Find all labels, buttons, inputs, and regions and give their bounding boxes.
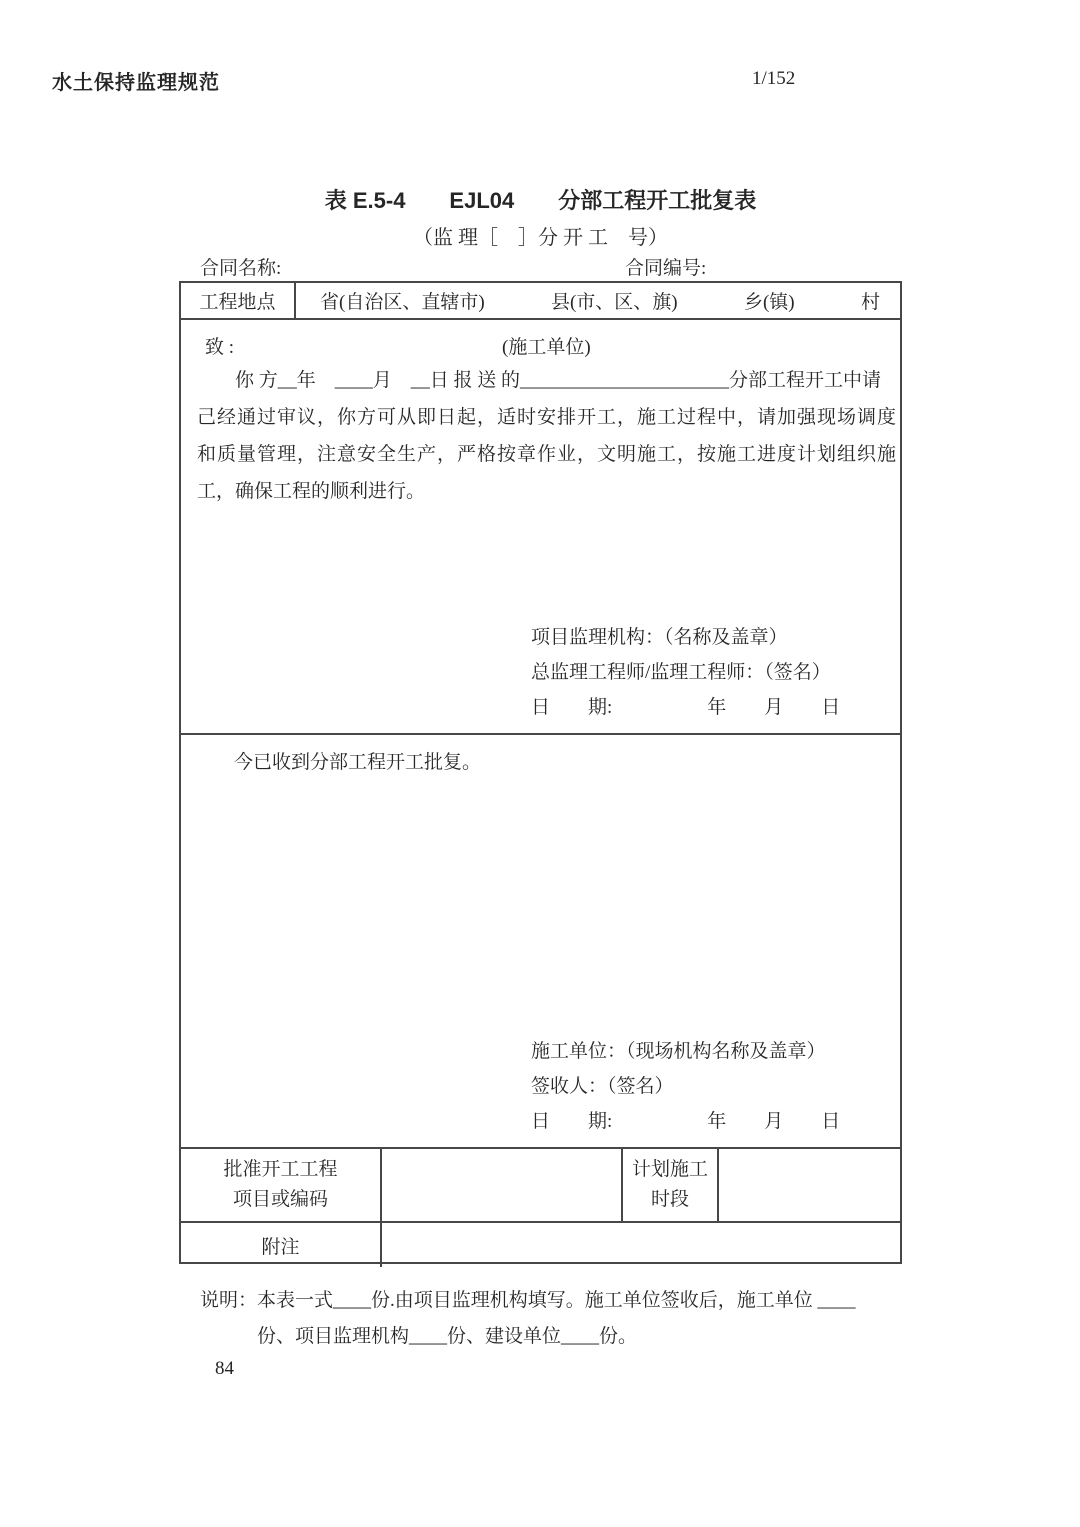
page-indicator: 1/152 xyxy=(752,68,796,89)
approved-project-label-line2: 项目或编码 xyxy=(232,1189,328,1210)
location-label-cell xyxy=(181,283,296,318)
receipt-statement: 今已收到分部工程开工批复。 xyxy=(234,752,482,773)
planned-period-value-cell xyxy=(719,1149,900,1221)
remark-row xyxy=(181,1223,900,1267)
supervision-org-line: 项目监理机构：（名称及盖章） xyxy=(531,627,788,648)
approval-body-line: 己经通过审议，你方可从即日起，适时安排开工，施工过程中，请加强现场调度 xyxy=(197,407,898,428)
location-township: 乡(镇) xyxy=(743,292,795,313)
supervision-date-line: 日 期: 年 月 日 xyxy=(531,697,841,718)
approval-body-line: 工，确保工程的顺利进行。 xyxy=(197,481,426,502)
receipt-signer-line: 签收人：（签名） xyxy=(531,1076,674,1097)
planned-period-label-line2: 时段 xyxy=(650,1189,689,1210)
remark-label-cell xyxy=(181,1223,382,1267)
location-village: 村 xyxy=(860,292,880,313)
remark-label: 附注 xyxy=(261,1236,300,1258)
instruction-note xyxy=(200,1283,906,1355)
location-value-cell xyxy=(296,283,900,318)
construction-unit-line: 施工单位：（现场机构名称及盖章） xyxy=(531,1041,826,1062)
approval-section-row xyxy=(181,320,900,735)
approval-body-line: 你 方__年 ____月 __日 报 送 的______________________分部工程开工中请 xyxy=(197,370,882,391)
approved-project-value-cell xyxy=(382,1149,623,1221)
construction-signature-block xyxy=(531,1034,840,1139)
contract-number-label: 合同编号: xyxy=(625,258,707,279)
location-label: 工程地点 xyxy=(199,292,276,313)
supervision-signature-block xyxy=(531,620,840,725)
to-hint-construction-unit: (施工单位) xyxy=(502,337,591,358)
approval-body-line: 和质量管理，注意安全生产，严格按章作业，文明施工，按施工进度计划组织施 xyxy=(197,444,898,465)
approved-project-row xyxy=(181,1149,900,1223)
planned-period-label-line1: 计划施工 xyxy=(631,1159,708,1180)
receipt-date-line: 日 期: 年 月 日 xyxy=(531,1111,841,1132)
to-label: 致 : xyxy=(205,337,235,358)
approval-section xyxy=(181,320,900,733)
receipt-section-row xyxy=(181,735,900,1149)
remark-value-cell xyxy=(382,1223,900,1267)
approved-project-label-cell xyxy=(181,1149,382,1221)
approval-form-table xyxy=(179,281,902,1264)
instruction-note-line1: 说明：本表一式____份.由项目监理机构填写。施工单位签收后，施工单位 ____ xyxy=(200,1290,856,1311)
footer-page-number: 84 xyxy=(215,1358,234,1379)
instruction-note-line2: 份、项目监理机构____份、建设单位____份。 xyxy=(257,1326,638,1347)
contract-name-label: 合同名称: xyxy=(200,258,282,279)
approval-body-paragraph xyxy=(197,362,897,510)
location-province: 省(自治区、直辖市) xyxy=(320,292,485,313)
approved-project-label-line1: 批准开工工程 xyxy=(223,1159,338,1180)
form-subtitle: （监 理［ ］分 开 工 号） xyxy=(413,227,668,249)
receipt-section xyxy=(181,735,900,1147)
location-row xyxy=(181,283,900,320)
form-title: 表 E.5-4 EJL04 分部工程开工批复表 xyxy=(324,188,757,213)
location-county: 县(市、区、旗) xyxy=(550,292,678,313)
supervision-engineer-line: 总监理工程师/监理工程师：（签名） xyxy=(531,662,831,683)
planned-period-label-cell xyxy=(623,1149,719,1221)
document-header-title: 水土保持监理规范 xyxy=(52,72,220,94)
